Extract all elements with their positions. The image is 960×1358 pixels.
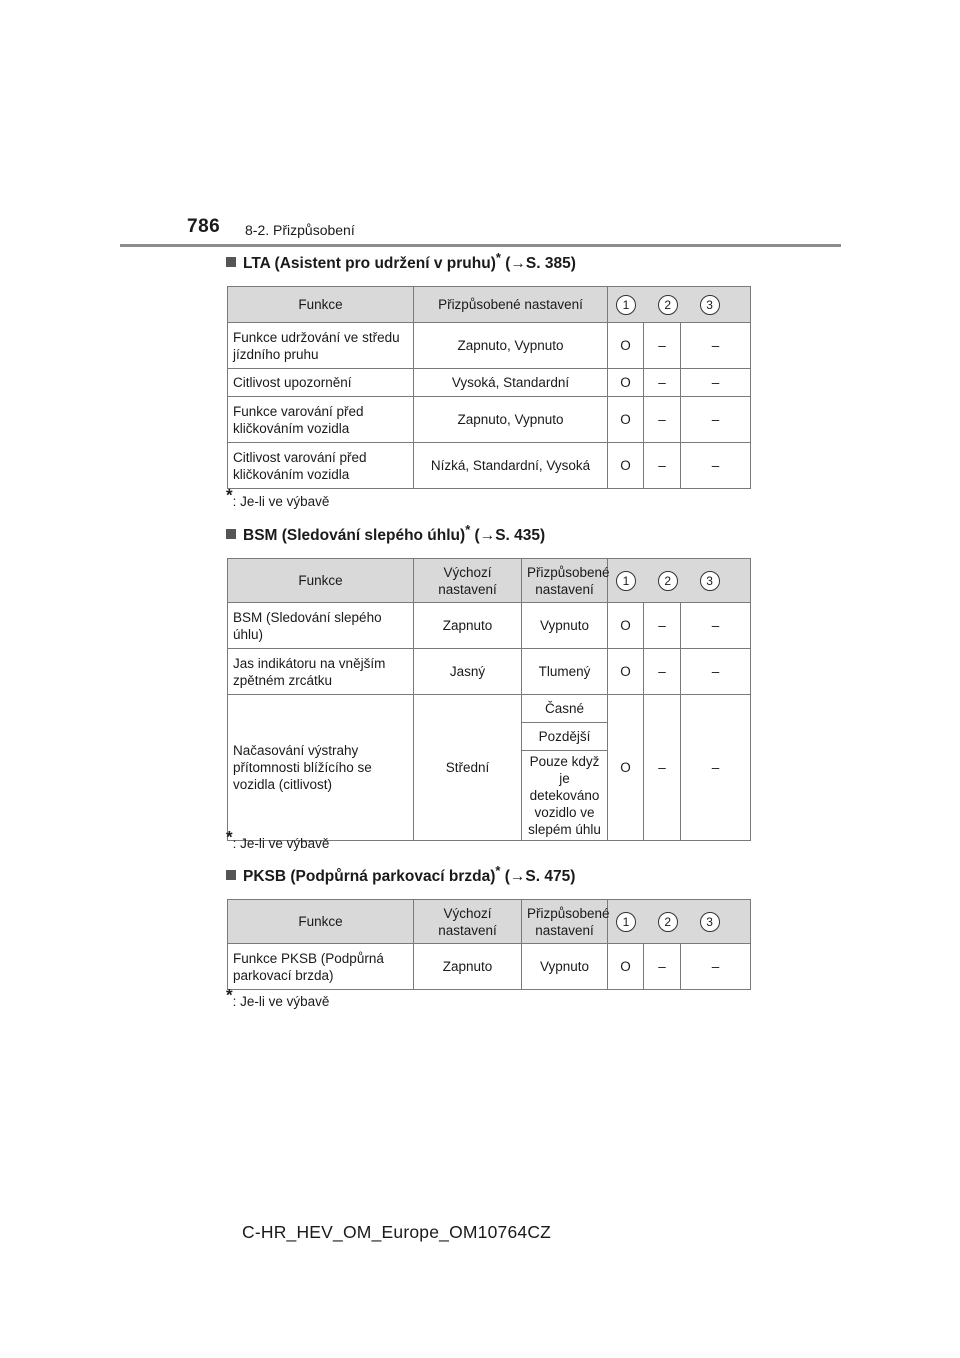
cell-3: – — [681, 649, 751, 695]
column-header: Funkce — [228, 559, 414, 603]
column-header: Funkce — [228, 900, 414, 944]
cell-function: BSM (Sledování slepého úhlu) — [228, 603, 414, 649]
bsm-heading — [226, 521, 546, 545]
column-header: Přizpůsobené nastavení — [522, 900, 608, 944]
bullet-square-icon — [226, 870, 236, 880]
cell-option: Pouze když je detekováno vozidlo ve slepém úhlu — [522, 751, 608, 841]
footnote-text: : Je-li ve výbavě — [232, 494, 330, 509]
table-row — [228, 944, 751, 990]
bullet-square-icon — [226, 529, 236, 539]
cell-function: Citlivost upozornění — [228, 369, 414, 397]
cell-1: O — [608, 323, 644, 369]
footnote-star: * — [495, 249, 501, 265]
table-row — [228, 397, 751, 443]
cell-setting: Nízká, Standardní, Vysoká — [414, 443, 608, 489]
cell-function: Funkce PKSB (Podpůrná parkovací brzda) — [228, 944, 414, 990]
circle-number-icon: 2 — [658, 912, 678, 932]
footnote-star: * — [495, 862, 501, 878]
heading-text: BSM (Sledování slepého úhlu) — [243, 527, 466, 544]
bsm-table — [227, 558, 751, 841]
cell-2: – — [644, 603, 681, 649]
cell-function: Jas indikátoru na vnějším zpětném zrcátku — [228, 649, 414, 695]
circle-number-icon: 2 — [658, 295, 678, 315]
column-header: Přizpůsobené nastavení — [522, 559, 608, 603]
cell-function: Citlivost varování před kličkováním vozidla — [228, 443, 414, 489]
cell-setting: Vysoká, Standardní — [414, 369, 608, 397]
cell-default: Zapnuto — [414, 944, 522, 990]
circle-number-icon: 2 — [658, 571, 678, 591]
column-header-circles — [608, 559, 751, 603]
heading-text: PKSB (Podpůrná parkovací brzda) — [243, 868, 496, 885]
cell-default: Střední — [414, 695, 522, 841]
bsm-footnote — [226, 827, 330, 851]
cell-setting: Vypnuto — [522, 944, 608, 990]
cell-1: O — [608, 649, 644, 695]
cell-1: O — [608, 695, 644, 841]
table-row — [228, 323, 751, 369]
cell-setting: Zapnuto, Vypnuto — [414, 323, 608, 369]
page-number: 786 — [187, 216, 221, 237]
table-row — [228, 649, 751, 695]
circle-number-icon: 1 — [616, 295, 636, 315]
page-reference[interactable]: (→S. 475) — [500, 868, 576, 885]
cell-option: Pozdější — [522, 723, 608, 751]
lta-table — [227, 286, 751, 489]
cell-3: – — [681, 695, 751, 841]
cell-2: – — [644, 944, 681, 990]
column-header-circles — [608, 900, 751, 944]
cell-3: – — [681, 397, 751, 443]
cell-3: – — [681, 443, 751, 489]
table-row — [228, 695, 751, 723]
table-header-row — [228, 559, 751, 603]
cell-function: Načasování výstrahy přítomnosti blížícího se vozidla (citlivost) — [228, 695, 414, 841]
page-reference[interactable]: (→S. 385) — [500, 255, 576, 272]
cell-1: O — [608, 369, 644, 397]
pksb-table — [227, 899, 751, 990]
cell-1: O — [608, 443, 644, 489]
cell-2: – — [644, 695, 681, 841]
footnote-star: * — [226, 985, 233, 1005]
cell-setting: Zapnuto, Vypnuto — [414, 397, 608, 443]
footnote-text: : Je-li ve výbavě — [232, 836, 330, 851]
footnote-text: : Je-li ve výbavě — [232, 994, 330, 1009]
page-reference[interactable]: (→S. 435) — [470, 527, 546, 544]
bullet-square-icon — [226, 257, 236, 267]
footnote-star: * — [226, 485, 233, 505]
table-row — [228, 603, 751, 649]
circle-number-icon: 1 — [616, 571, 636, 591]
cell-1: O — [608, 397, 644, 443]
cell-default: Jasný — [414, 649, 522, 695]
cell-default: Zapnuto — [414, 603, 522, 649]
column-header: Přizpůsobené nastavení — [414, 287, 608, 323]
cell-3: – — [681, 603, 751, 649]
cell-function: Funkce varování před kličkováním vozidla — [228, 397, 414, 443]
cell-2: – — [644, 369, 681, 397]
circle-number-icon: 1 — [616, 912, 636, 932]
cell-3: – — [681, 369, 751, 397]
cell-2: – — [644, 323, 681, 369]
section-label: 8-2. Přizpůsobení — [245, 222, 355, 238]
column-header-circles — [608, 287, 751, 323]
cell-2: – — [644, 649, 681, 695]
column-header: Výchozí nastavení — [414, 900, 522, 944]
document-code: C-HR_HEV_OM_Europe_OM10764CZ — [242, 1222, 552, 1242]
column-header: Funkce — [228, 287, 414, 323]
header-divider — [120, 244, 841, 247]
table-row — [228, 443, 751, 489]
pksb-heading — [226, 862, 576, 886]
cell-setting: Vypnuto — [522, 603, 608, 649]
cell-2: – — [644, 443, 681, 489]
cell-3: – — [681, 323, 751, 369]
table-header-row — [228, 900, 751, 944]
cell-1: O — [608, 603, 644, 649]
table-row — [228, 369, 751, 397]
cell-option: Časné — [522, 695, 608, 723]
circle-number-icon: 3 — [700, 295, 720, 315]
heading-text: LTA (Asistent pro udržení v pruhu) — [243, 255, 496, 272]
cell-setting: Tlumený — [522, 649, 608, 695]
table-header-row — [228, 287, 751, 323]
cell-2: – — [644, 397, 681, 443]
cell-3: – — [681, 944, 751, 990]
lta-footnote — [226, 485, 330, 509]
footnote-star: * — [226, 827, 233, 847]
cell-function: Funkce udržování ve středu jízdního pruhu — [228, 323, 414, 369]
circle-number-icon: 3 — [700, 571, 720, 591]
lta-heading — [226, 249, 576, 273]
column-header: Výchozí nastavení — [414, 559, 522, 603]
pksb-footnote — [226, 985, 330, 1009]
circle-number-icon: 3 — [700, 912, 720, 932]
cell-1: O — [608, 944, 644, 990]
footnote-star: * — [465, 521, 471, 537]
